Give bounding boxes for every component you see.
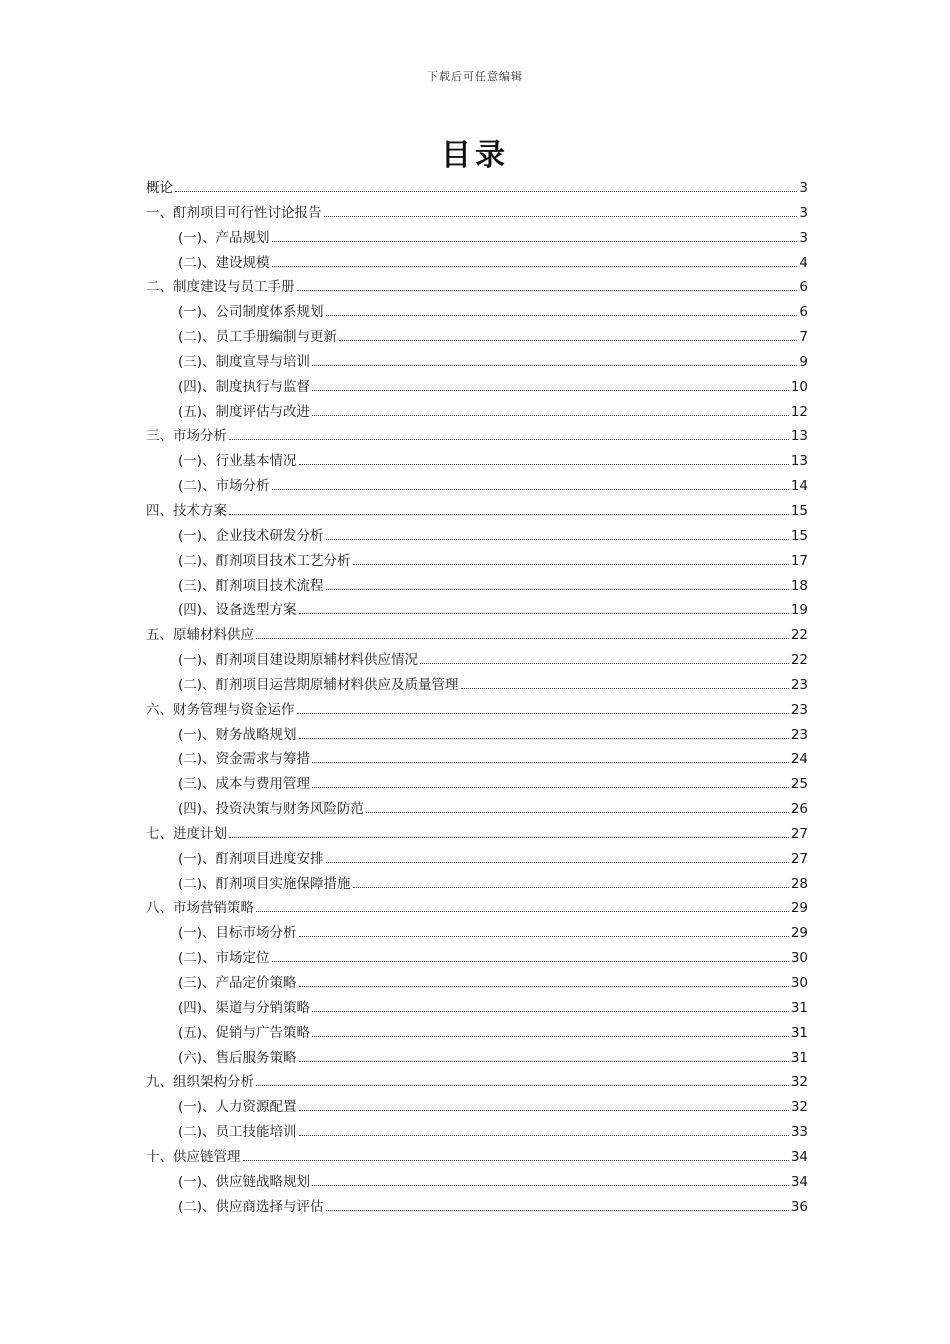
- toc-entry[interactable]: [146, 996, 808, 1021]
- toc-entry-page: 23: [790, 676, 808, 693]
- toc-entry[interactable]: [146, 1046, 808, 1071]
- toc-entry[interactable]: [146, 251, 808, 276]
- toc-dot-leader: [272, 960, 789, 962]
- toc-dot-leader: [299, 1060, 789, 1062]
- toc-entry-label: (一)、目标市场分析: [178, 925, 297, 942]
- toc-entry[interactable]: [146, 946, 808, 971]
- toc-entry-label: 十、供应链管理: [146, 1148, 241, 1165]
- toc-dot-leader: [299, 463, 789, 465]
- toc-dot-leader: [297, 289, 798, 291]
- toc-entry-page: 18: [790, 577, 808, 594]
- toc-dot-leader: [299, 935, 789, 937]
- toc-entry[interactable]: [146, 921, 808, 946]
- toc-entry[interactable]: [146, 176, 808, 201]
- toc-entry[interactable]: [146, 822, 808, 847]
- toc-entry-label: 八、市场营销策略: [146, 900, 254, 917]
- toc-entry-page: 3: [799, 180, 808, 196]
- toc-entry[interactable]: [146, 226, 808, 251]
- toc-entry[interactable]: [146, 797, 808, 822]
- toc-entry[interactable]: [146, 300, 808, 325]
- toc-entry[interactable]: [146, 872, 808, 897]
- toc-entry-page: 14: [790, 478, 808, 495]
- toc-entry-page: 36: [790, 1198, 808, 1215]
- toc-entry-page: 34: [790, 1148, 808, 1165]
- toc-dot-leader: [299, 1134, 789, 1136]
- toc-entry-page: 22: [790, 652, 808, 669]
- toc-dot-leader: [420, 662, 789, 664]
- toc-entry-label: (二)、建设规模: [178, 254, 270, 271]
- toc-entry-label: (二)、员工技能培训: [178, 1124, 297, 1141]
- toc-entry[interactable]: [146, 375, 808, 400]
- toc-dot-leader: [243, 1159, 789, 1161]
- toc-dot-leader: [353, 886, 789, 888]
- toc-entry-label: (一)、产品规划: [178, 229, 270, 246]
- toc-entry-label: (五)、制度评估与改进: [178, 403, 311, 420]
- toc-entry[interactable]: [146, 747, 808, 772]
- toc-entry[interactable]: [146, 424, 808, 449]
- toc-dot-leader: [312, 389, 789, 391]
- toc-entry[interactable]: [146, 896, 808, 921]
- toc-dot-leader: [312, 786, 789, 788]
- toc-entry[interactable]: [146, 400, 808, 425]
- toc-dot-leader: [256, 1084, 789, 1086]
- toc-entry-page: 22: [790, 627, 808, 644]
- toc-dot-leader: [461, 687, 789, 689]
- toc-dot-leader: [312, 1010, 789, 1012]
- toc-entry[interactable]: [146, 499, 808, 524]
- toc-dot-leader: [312, 364, 797, 366]
- toc-dot-leader: [339, 339, 797, 341]
- toc-entry[interactable]: [146, 1170, 808, 1195]
- toc-entry-label: (二)、员工手册编制与更新: [178, 329, 338, 346]
- toc-entry-label: (四)、投资决策与财务风险防范: [178, 801, 365, 818]
- toc-entry-page: 30: [790, 975, 808, 991]
- toc-entry[interactable]: [146, 275, 808, 300]
- toc-entry-page: 32: [790, 1074, 808, 1091]
- toc-entry[interactable]: [146, 474, 808, 499]
- toc-entry-page: 19: [790, 602, 808, 619]
- toc-entry-label: 二、制度建设与员工手册: [146, 279, 295, 296]
- toc-entry-page: 26: [790, 801, 808, 818]
- toc-entry-label: (二)、市场分析: [178, 478, 270, 495]
- toc-entry-page: 4: [799, 254, 808, 271]
- toc-entry-page: 10: [790, 378, 808, 395]
- toc-entry-page: 24: [790, 751, 808, 768]
- toc-entry-label: (四)、制度执行与监督: [178, 378, 311, 395]
- toc-entry-label: 七、进度计划: [146, 825, 227, 842]
- toc-entry-page: 25: [790, 776, 808, 793]
- toc-entry-label: (一)、企业技术研发分析: [178, 527, 324, 544]
- toc-entry-page: 6: [799, 279, 808, 296]
- toc-dot-leader: [324, 215, 798, 217]
- toc-entry-label: (四)、设备选型方案: [178, 602, 297, 619]
- toc-dot-leader: [272, 240, 798, 242]
- toc-entry-page: 23: [790, 701, 808, 718]
- toc-dot-leader: [312, 1184, 789, 1186]
- toc-entry-label: (一)、人力资源配置: [178, 1099, 297, 1116]
- toc-entry-page: 30: [790, 950, 808, 967]
- toc-dot-leader: [256, 637, 789, 639]
- toc-entry-page: 33: [790, 1124, 808, 1141]
- toc-entry-label: (一)、公司制度体系规划: [178, 304, 324, 321]
- toc-entry-page: 23: [790, 726, 808, 743]
- toc-entry[interactable]: [146, 723, 808, 748]
- toc-entry-label: (一)、酊剂项目建设期原辅材料供应情况: [178, 652, 419, 669]
- toc-entry-page: 6: [799, 304, 808, 321]
- toc-entry-page: 13: [790, 453, 808, 470]
- toc-dot-leader: [229, 836, 789, 838]
- toc-entry-label: 三、市场分析: [146, 428, 227, 445]
- toc-entry[interactable]: [146, 1095, 808, 1120]
- toc-entry-page: 29: [790, 900, 808, 917]
- toc-entry-label: (二)、酊剂项目运营期原辅材料供应及质量管理: [178, 676, 459, 693]
- toc-entry-label: (一)、财务战略规划: [178, 726, 297, 743]
- toc-entry-page: 28: [790, 875, 808, 892]
- toc-dot-leader: [256, 910, 789, 912]
- toc-entry-page: 32: [790, 1099, 808, 1116]
- toc-entry[interactable]: [146, 772, 808, 797]
- toc-dot-leader: [312, 1035, 789, 1037]
- toc-dot-leader: [299, 612, 789, 614]
- toc-entry[interactable]: [146, 449, 808, 474]
- toc-entry-page: 27: [790, 850, 808, 867]
- toc-dot-leader: [312, 761, 789, 763]
- toc-dot-leader: [326, 588, 789, 590]
- toc-entry-page: 15: [790, 527, 808, 544]
- toc-entry-label: (二)、酊剂项目实施保障措施: [178, 875, 351, 892]
- toc-entry-label: (三)、制度宣导与培训: [178, 353, 311, 370]
- toc-entry[interactable]: [146, 1195, 808, 1220]
- toc-dot-leader: [366, 811, 789, 813]
- toc-entry-page: 9: [799, 353, 808, 370]
- toc-entry-label: 六、财务管理与资金运作: [146, 701, 295, 718]
- toc-entry-label: (二)、市场定位: [178, 950, 270, 967]
- toc-entry-page: 3: [799, 229, 808, 246]
- page-header: 下载后可任意编辑: [427, 70, 523, 83]
- toc-entry-label: (三)、酊剂项目技术流程: [178, 577, 324, 594]
- toc-dot-leader: [326, 314, 798, 316]
- toc-entry-label: (二)、供应商选择与评估: [178, 1198, 324, 1215]
- toc-entry[interactable]: [146, 1145, 808, 1170]
- toc-dot-leader: [326, 1209, 789, 1211]
- toc-entry[interactable]: [146, 698, 808, 723]
- toc-entry-page: 29: [790, 925, 808, 942]
- toc-entry[interactable]: [146, 524, 808, 549]
- toc-entry-label: (三)、产品定价策略: [178, 975, 297, 991]
- toc-entry-label: 九、组织架构分析: [146, 1074, 254, 1091]
- toc-entry[interactable]: [146, 201, 808, 226]
- toc-dot-leader: [326, 538, 789, 540]
- toc-entry-page: 13: [790, 428, 808, 445]
- toc-entry-page: 27: [790, 825, 808, 842]
- toc-dot-leader: [299, 985, 789, 987]
- toc-entry-label: (六)、售后服务策略: [178, 1049, 297, 1066]
- toc-entry-label: (二)、资金需求与筹措: [178, 751, 311, 768]
- toc-entry-page: 31: [790, 1049, 808, 1066]
- toc-entry[interactable]: [146, 847, 808, 872]
- toc-dot-leader: [297, 712, 789, 714]
- toc-entry[interactable]: [146, 971, 808, 996]
- toc-entry[interactable]: [146, 648, 808, 673]
- toc-entry[interactable]: [146, 1021, 808, 1046]
- toc-entry[interactable]: [146, 574, 808, 599]
- toc-dot-leader: [299, 1109, 789, 1111]
- toc-dot-leader: [272, 265, 798, 267]
- toc-dot-leader: [353, 563, 789, 565]
- toc-dot-leader: [229, 438, 789, 440]
- toc-entry-label: (四)、渠道与分销策略: [178, 999, 311, 1016]
- toc-entry-label: (三)、成本与费用管理: [178, 776, 311, 793]
- toc-entry-page: 15: [790, 502, 808, 519]
- toc-dot-leader: [312, 414, 789, 416]
- toc-entry[interactable]: [146, 673, 808, 698]
- toc-dot-leader: [175, 190, 797, 192]
- toc-entry-page: 34: [790, 1173, 808, 1190]
- toc-dot-leader: [326, 861, 789, 863]
- toc-dot-leader: [299, 737, 789, 739]
- page-title: 目录: [441, 138, 509, 173]
- toc-entry-label: (五)、促销与广告策略: [178, 1024, 311, 1041]
- toc-entry[interactable]: [146, 1070, 808, 1095]
- toc-entry[interactable]: [146, 325, 808, 350]
- toc-entry[interactable]: [146, 598, 808, 623]
- toc-entry-label: (一)、行业基本情况: [178, 453, 297, 470]
- toc-entry-label: 一、酊剂项目可行性讨论报告: [146, 204, 322, 221]
- toc-dot-leader: [229, 513, 789, 515]
- toc-entry-label: 概论: [146, 180, 173, 196]
- toc-entry[interactable]: [146, 623, 808, 648]
- toc-entry-page: 31: [790, 1024, 808, 1041]
- toc-entry[interactable]: [146, 1120, 808, 1145]
- toc-entry-label: (一)、酊剂项目进度安排: [178, 850, 324, 867]
- toc-entry-label: (一)、供应链战略规划: [178, 1173, 311, 1190]
- toc-entry-label: 四、技术方案: [146, 502, 227, 519]
- toc-entry-page: 7: [799, 329, 808, 346]
- toc-entry-label: 五、原辅材料供应: [146, 627, 254, 644]
- toc-entry[interactable]: [146, 549, 808, 574]
- toc-entry-page: 17: [790, 552, 808, 569]
- table-of-contents: [146, 176, 808, 1219]
- toc-entry[interactable]: [146, 350, 808, 375]
- toc-entry-label: (二)、酊剂项目技术工艺分析: [178, 552, 351, 569]
- toc-entry-page: 31: [790, 999, 808, 1016]
- toc-entry-page: 3: [799, 204, 808, 221]
- toc-dot-leader: [272, 488, 789, 490]
- toc-entry-page: 12: [790, 403, 808, 420]
